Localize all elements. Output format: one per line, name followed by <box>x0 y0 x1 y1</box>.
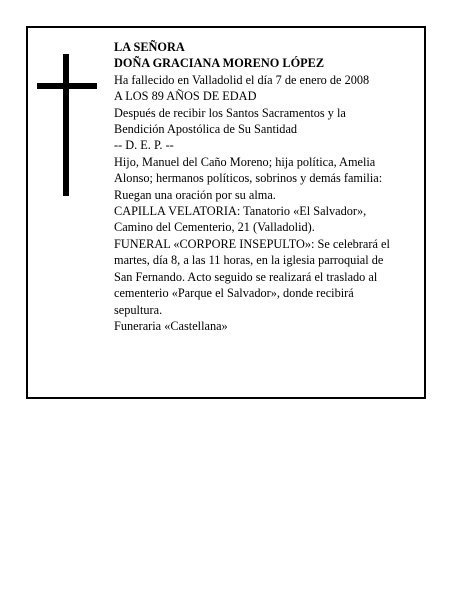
deceased-name: DOÑA GRACIANA MORENO LÓPEZ <box>114 56 325 71</box>
text-line: Ha fallecido en Valladolid el día 7 de enero de 2008 <box>114 72 370 87</box>
text-line: CAPILLA VELATORIA: Tanatorio «El Salvador», <box>114 204 367 219</box>
text-line: cementerio «Parque el Salvador», donde recibirá <box>114 286 354 301</box>
text-line: Ruegan una oración por su alma. <box>114 187 276 202</box>
text-line: Bendición Apostólica de Su Santidad <box>114 122 298 137</box>
cross-vertical-bar <box>63 54 69 196</box>
text-line: sepultura. <box>114 302 163 317</box>
text-line: Alonso; hermanos políticos, sobrinos y demás familia: <box>114 171 383 186</box>
text-line: Después de recibir los Santos Sacramentos y la <box>114 105 346 120</box>
text-line: Hijo, Manuel del Caño Moreno; hija política, Amelia <box>114 154 376 169</box>
text-line: Camino del Cementerio, 21 (Valladolid). <box>114 220 315 235</box>
text-line: San Fernando. Acto seguido se realizará el traslado al <box>114 269 378 284</box>
text-line: Funeraria «Castellana» <box>114 318 228 333</box>
obituary-text <box>114 39 426 334</box>
text-line: A LOS 89 AÑOS DE EDAD <box>114 89 257 104</box>
notice-heading: LA SEÑORA <box>114 40 185 54</box>
text-line: -- D. E. P. -- <box>114 138 174 153</box>
cross-horizontal-bar <box>37 83 97 89</box>
text-line: FUNERAL «CORPORE INSEPULTO»: Se celebrará el <box>114 236 390 251</box>
text-line: martes, día 8, a las 11 horas, en la iglesia parroquial de <box>114 253 384 268</box>
